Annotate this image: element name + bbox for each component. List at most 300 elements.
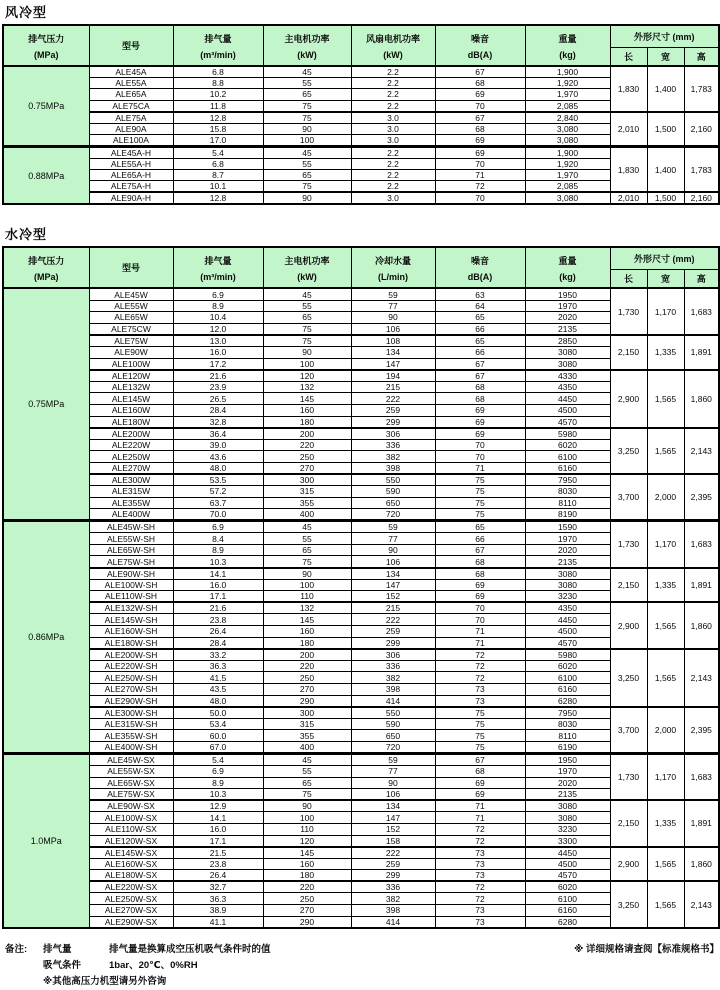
value-cell: 250	[263, 451, 351, 463]
value-cell: 336	[351, 660, 435, 672]
value-cell: 215	[351, 381, 435, 393]
value-cell: 53.5	[173, 474, 263, 486]
value-cell: 1950	[525, 288, 610, 300]
dim-h-cell: 2,143	[684, 649, 719, 707]
dim-w-cell: 1,335	[647, 568, 684, 603]
value-cell: 32.7	[173, 881, 263, 893]
model-cell: ALE200W	[89, 428, 173, 440]
value-cell: 160	[263, 626, 351, 638]
value-cell: 72	[435, 649, 525, 661]
value-cell: 180	[263, 416, 351, 428]
model-cell: ALE270W	[89, 462, 173, 474]
value-cell: 55	[263, 300, 351, 312]
value-cell: 3.0	[351, 112, 435, 124]
value-cell: 3080	[525, 800, 610, 812]
model-cell: ALE132W-SH	[89, 602, 173, 614]
value-cell: 71	[435, 637, 525, 649]
value-cell: 4500	[525, 404, 610, 416]
value-cell: 8110	[525, 730, 610, 742]
value-cell: 4570	[525, 637, 610, 649]
value-cell: 73	[435, 858, 525, 870]
model-cell: ALE110W-SX	[89, 823, 173, 835]
value-cell: 6.9	[173, 765, 263, 777]
value-cell: 72	[435, 181, 525, 193]
model-cell: ALE75W	[89, 335, 173, 347]
model-cell: ALE90A	[89, 123, 173, 134]
model-cell: ALE250W-SX	[89, 893, 173, 905]
model-cell: ALE180W	[89, 416, 173, 428]
value-cell: 355	[263, 497, 351, 509]
value-cell: 90	[263, 800, 351, 812]
model-cell: ALE65W-SX	[89, 777, 173, 789]
value-cell: 306	[351, 649, 435, 661]
value-cell: 8.4	[173, 533, 263, 545]
value-cell: 73	[435, 905, 525, 917]
model-cell: ALE55A-H	[89, 158, 173, 169]
value-cell: 23.8	[173, 614, 263, 626]
value-cell: 53.4	[173, 718, 263, 730]
value-cell: 90	[263, 346, 351, 358]
value-cell: 1590	[525, 521, 610, 533]
value-cell: 1,970	[525, 89, 610, 100]
value-cell: 75	[435, 741, 525, 753]
value-cell: 336	[351, 881, 435, 893]
value-cell: 45	[263, 521, 351, 533]
dim-w-cell: 1,170	[647, 288, 684, 334]
footnotes	[5, 942, 719, 990]
water-table-title: 水冷型	[5, 227, 48, 243]
model-cell: ALE45W-SH	[89, 521, 173, 533]
value-cell: 6280	[525, 916, 610, 928]
value-cell: 7950	[525, 707, 610, 719]
dim-h-cell: 1,891	[684, 800, 719, 846]
value-cell: 180	[263, 637, 351, 649]
model-cell: ALE180W-SH	[89, 637, 173, 649]
value-cell: 59	[351, 521, 435, 533]
value-cell: 720	[351, 741, 435, 753]
value-cell: 382	[351, 893, 435, 905]
value-cell: 70	[435, 100, 525, 112]
model-cell: ALE160W-SX	[89, 858, 173, 870]
value-cell: 306	[351, 428, 435, 440]
dim-l-cell: 3,700	[610, 474, 647, 521]
model-cell: ALE120W-SX	[89, 835, 173, 847]
dim-l-cell: 2,900	[610, 370, 647, 428]
value-cell: 4450	[525, 847, 610, 859]
value-cell: 72	[435, 823, 525, 835]
model-cell: ALE55W-SH	[89, 533, 173, 545]
model-cell: ALE145W-SX	[89, 847, 173, 859]
model-cell: ALE250W	[89, 451, 173, 463]
model-cell: ALE315W-SH	[89, 718, 173, 730]
model-cell: ALE270W-SX	[89, 905, 173, 917]
dim-w-cell: 1,400	[647, 146, 684, 192]
value-cell: 26.5	[173, 393, 263, 405]
dim-h-cell: 1,891	[684, 335, 719, 370]
note-term-flow: 排气量	[43, 943, 72, 955]
value-cell: 8.9	[173, 300, 263, 312]
value-cell: 68	[435, 765, 525, 777]
value-cell: 147	[351, 812, 435, 824]
value-cell: 3.0	[351, 123, 435, 134]
value-cell: 12.0	[173, 323, 263, 335]
col-header-main_power: 主电机功率 (kW)	[263, 25, 351, 66]
pressure-cell: 0.75MPa	[3, 66, 89, 146]
value-cell: 6190	[525, 741, 610, 753]
value-cell: 220	[263, 660, 351, 672]
value-cell: 8.9	[173, 544, 263, 556]
value-cell: 77	[351, 300, 435, 312]
value-cell: 4450	[525, 393, 610, 405]
value-cell: 36.4	[173, 428, 263, 440]
model-cell: ALE315W	[89, 486, 173, 498]
value-cell: 75	[263, 100, 351, 112]
value-cell: 67	[435, 544, 525, 556]
value-cell: 75	[435, 509, 525, 521]
value-cell: 90	[263, 192, 351, 204]
dim-l-cell: 3,250	[610, 649, 647, 707]
value-cell: 650	[351, 730, 435, 742]
model-cell: ALE100W-SH	[89, 579, 173, 591]
model-cell: ALE355W	[89, 497, 173, 509]
model-cell: ALE120W	[89, 370, 173, 382]
value-cell: 4350	[525, 381, 610, 393]
value-cell: 10.3	[173, 556, 263, 568]
spec-book-note: ※ 详细规格请查阅【标准规格书】	[574, 943, 719, 955]
value-cell: 160	[263, 858, 351, 870]
value-cell: 59	[351, 288, 435, 300]
notes-indent	[5, 974, 43, 990]
notes-indent	[5, 958, 43, 974]
dim-l-cell: 2,900	[610, 602, 647, 648]
value-cell: 65	[435, 521, 525, 533]
model-cell: ALE75A-H	[89, 181, 173, 193]
model-cell: ALE45A-H	[89, 146, 173, 158]
value-cell: 2.2	[351, 146, 435, 158]
value-cell: 250	[263, 893, 351, 905]
value-cell: 13.0	[173, 335, 263, 347]
value-cell: 70	[435, 158, 525, 169]
value-cell: 158	[351, 835, 435, 847]
value-cell: 17.1	[173, 591, 263, 603]
value-cell: 50.0	[173, 707, 263, 719]
value-cell: 15.8	[173, 123, 263, 134]
value-cell: 69	[435, 428, 525, 440]
model-cell: ALE45W	[89, 288, 173, 300]
value-cell: 8.8	[173, 78, 263, 89]
value-cell: 70	[435, 602, 525, 614]
value-cell: 55	[263, 765, 351, 777]
value-cell: 73	[435, 870, 525, 882]
dim-l-cell: 1,830	[610, 146, 647, 192]
value-cell: 48.0	[173, 695, 263, 707]
value-cell: 100	[263, 358, 351, 370]
value-cell: 69	[435, 777, 525, 789]
value-cell: 64	[435, 300, 525, 312]
value-cell: 75	[435, 474, 525, 486]
dim-h-cell: 1,683	[684, 521, 719, 568]
value-cell: 65	[263, 89, 351, 100]
value-cell: 160	[263, 404, 351, 416]
value-cell: 299	[351, 637, 435, 649]
model-cell: ALE100A	[89, 134, 173, 146]
model-cell: ALE145W	[89, 393, 173, 405]
dim-h-cell: 1,783	[684, 66, 719, 112]
pressure-cell: 0.75MPa	[3, 288, 89, 520]
value-cell: 299	[351, 870, 435, 882]
value-cell: 21.6	[173, 370, 263, 382]
value-cell: 67	[435, 358, 525, 370]
value-cell: 7950	[525, 474, 610, 486]
value-cell: 259	[351, 858, 435, 870]
value-cell: 1970	[525, 300, 610, 312]
value-cell: 147	[351, 358, 435, 370]
value-cell: 17.0	[173, 134, 263, 146]
value-cell: 3,080	[525, 134, 610, 146]
value-cell: 720	[351, 509, 435, 521]
dim-w-cell: 1,170	[647, 521, 684, 568]
value-cell: 67	[435, 112, 525, 124]
model-cell: ALE75W-SH	[89, 556, 173, 568]
value-cell: 120	[263, 835, 351, 847]
value-cell: 650	[351, 497, 435, 509]
value-cell: 45	[263, 146, 351, 158]
value-cell: 315	[263, 486, 351, 498]
value-cell: 70	[435, 192, 525, 204]
model-cell: ALE300W-SH	[89, 707, 173, 719]
model-cell: ALE65A-H	[89, 170, 173, 181]
value-cell: 398	[351, 905, 435, 917]
value-cell: 36.3	[173, 893, 263, 905]
value-cell: 194	[351, 370, 435, 382]
value-cell: 4500	[525, 626, 610, 638]
value-cell: 16.0	[173, 579, 263, 591]
note-term-intake: 吸气条件	[43, 959, 82, 971]
air-cooled-table	[2, 24, 720, 205]
value-cell: 65	[263, 777, 351, 789]
value-cell: 250	[263, 672, 351, 684]
value-cell: 5.4	[173, 753, 263, 765]
value-cell: 69	[435, 89, 525, 100]
value-cell: 8.9	[173, 777, 263, 789]
dim-h-cell: 1,683	[684, 753, 719, 800]
dim-w-cell: 1,565	[647, 847, 684, 882]
value-cell: 70	[435, 614, 525, 626]
value-cell: 8.7	[173, 170, 263, 181]
value-cell: 3,080	[525, 123, 610, 134]
value-cell: 75	[435, 707, 525, 719]
value-cell: 3.0	[351, 134, 435, 146]
value-cell: 41.1	[173, 916, 263, 928]
value-cell: 6.9	[173, 288, 263, 300]
value-cell: 8030	[525, 718, 610, 730]
col-header-dim-0: 长	[610, 48, 647, 67]
value-cell: 2,840	[525, 112, 610, 124]
value-cell: 75	[435, 497, 525, 509]
dim-l-cell: 2,150	[610, 800, 647, 846]
footnote-line-3	[5, 974, 719, 990]
value-cell: 4570	[525, 870, 610, 882]
dim-w-cell: 1,500	[647, 192, 684, 204]
value-cell: 41.5	[173, 672, 263, 684]
col-header-col5: 风扇电机功率 (kW)	[351, 25, 435, 66]
value-cell: 67	[435, 753, 525, 765]
col-header-weight: 重量 (kg)	[525, 247, 610, 288]
value-cell: 4350	[525, 602, 610, 614]
pressure-cell: 0.88MPa	[3, 146, 89, 204]
value-cell: 67.0	[173, 741, 263, 753]
dim-w-cell: 1,565	[647, 370, 684, 428]
col-header-dim-1: 宽	[647, 48, 684, 67]
model-cell: ALE90W-SH	[89, 568, 173, 580]
model-cell: ALE400W	[89, 509, 173, 521]
model-cell: ALE65A	[89, 89, 173, 100]
value-cell: 2.2	[351, 100, 435, 112]
notes-label: 备注:	[5, 943, 28, 955]
value-cell: 220	[263, 439, 351, 451]
dim-h-cell: 1,783	[684, 146, 719, 192]
value-cell: 45	[263, 288, 351, 300]
value-cell: 90	[263, 568, 351, 580]
value-cell: 590	[351, 486, 435, 498]
model-cell: ALE65W-SH	[89, 544, 173, 556]
value-cell: 75	[263, 112, 351, 124]
value-cell: 4330	[525, 370, 610, 382]
dim-h-cell: 1,683	[684, 288, 719, 334]
col-header-dim-2: 高	[684, 270, 719, 289]
note-desc-intake: 1bar、20℃、0%RH	[109, 959, 198, 971]
value-cell: 2.2	[351, 181, 435, 193]
col-header-model: 型号	[89, 247, 173, 288]
value-cell: 69	[435, 591, 525, 603]
model-cell: ALE250W-SH	[89, 672, 173, 684]
value-cell: 17.1	[173, 835, 263, 847]
value-cell: 68	[435, 123, 525, 134]
value-cell: 180	[263, 870, 351, 882]
dim-w-cell: 1,565	[647, 881, 684, 927]
value-cell: 55	[263, 78, 351, 89]
col-header-pressure: 排气压力 (MPa)	[3, 25, 89, 66]
value-cell: 3080	[525, 579, 610, 591]
model-cell: ALE145W-SH	[89, 614, 173, 626]
dim-w-cell: 1,565	[647, 649, 684, 707]
value-cell: 5.4	[173, 146, 263, 158]
value-cell: 3080	[525, 358, 610, 370]
value-cell: 355	[263, 730, 351, 742]
value-cell: 106	[351, 789, 435, 801]
model-cell: ALE90W	[89, 346, 173, 358]
value-cell: 398	[351, 462, 435, 474]
value-cell: 75	[263, 789, 351, 801]
dim-l-cell: 2,150	[610, 568, 647, 603]
value-cell: 147	[351, 579, 435, 591]
value-cell: 55	[263, 158, 351, 169]
value-cell: 73	[435, 916, 525, 928]
model-cell: ALE220W-SH	[89, 660, 173, 672]
value-cell: 5980	[525, 428, 610, 440]
value-cell: 270	[263, 462, 351, 474]
value-cell: 134	[351, 800, 435, 812]
value-cell: 2.2	[351, 170, 435, 181]
value-cell: 70	[435, 451, 525, 463]
value-cell: 63	[435, 288, 525, 300]
value-cell: 72	[435, 835, 525, 847]
dim-l-cell: 1,730	[610, 521, 647, 568]
model-cell: ALE75W-SX	[89, 789, 173, 801]
value-cell: 71	[435, 170, 525, 181]
value-cell: 2135	[525, 556, 610, 568]
dim-w-cell: 1,400	[647, 66, 684, 112]
value-cell: 90	[351, 312, 435, 324]
note-desc-flow: 排气量是换算成空压机吸气条件时的值	[109, 943, 271, 955]
value-cell: 67	[435, 370, 525, 382]
value-cell: 73	[435, 683, 525, 695]
model-cell: ALE45W-SX	[89, 753, 173, 765]
value-cell: 120	[263, 370, 351, 382]
col-header-flow: 排气量 (m³/min)	[173, 25, 263, 66]
col-header-col5: 冷却水量 (L/min)	[351, 247, 435, 288]
value-cell: 77	[351, 765, 435, 777]
value-cell: 69	[435, 789, 525, 801]
col-header-dim-2: 高	[684, 48, 719, 67]
value-cell: 23.8	[173, 858, 263, 870]
value-cell: 2.2	[351, 89, 435, 100]
model-cell: ALE270W-SH	[89, 683, 173, 695]
value-cell: 290	[263, 916, 351, 928]
col-header-main_power: 主电机功率 (kW)	[263, 247, 351, 288]
value-cell: 75	[263, 181, 351, 193]
value-cell: 28.4	[173, 404, 263, 416]
model-cell: ALE300W	[89, 474, 173, 486]
value-cell: 72	[435, 660, 525, 672]
model-cell: ALE290W-SH	[89, 695, 173, 707]
col-header-flow: 排气量 (m³/min)	[173, 247, 263, 288]
value-cell: 4500	[525, 858, 610, 870]
value-cell: 6280	[525, 695, 610, 707]
dim-l-cell: 1,830	[610, 66, 647, 112]
value-cell: 5980	[525, 649, 610, 661]
model-cell: ALE90A-H	[89, 192, 173, 204]
value-cell: 1970	[525, 765, 610, 777]
value-cell: 2135	[525, 323, 610, 335]
col-header-noise: 噪音 dB(A)	[435, 25, 525, 66]
dim-w-cell: 2,000	[647, 474, 684, 521]
value-cell: 65	[263, 312, 351, 324]
value-cell: 8110	[525, 497, 610, 509]
value-cell: 57.2	[173, 486, 263, 498]
value-cell: 132	[263, 602, 351, 614]
col-header-noise: 噪音 dB(A)	[435, 247, 525, 288]
col-header-pressure: 排气压力 (MPa)	[3, 247, 89, 288]
col-header-weight: 重量 (kg)	[525, 25, 610, 66]
value-cell: 290	[263, 695, 351, 707]
value-cell: 55	[263, 533, 351, 545]
value-cell: 200	[263, 649, 351, 661]
value-cell: 2020	[525, 312, 610, 324]
dim-h-cell: 1,860	[684, 602, 719, 648]
dim-h-cell: 1,860	[684, 370, 719, 428]
value-cell: 6100	[525, 451, 610, 463]
value-cell: 10.3	[173, 789, 263, 801]
water-cooled-table	[2, 246, 720, 928]
value-cell: 67	[435, 66, 525, 78]
model-cell: ALE160W-SH	[89, 626, 173, 638]
value-cell: 75	[435, 730, 525, 742]
value-cell: 2,085	[525, 181, 610, 193]
value-cell: 100	[263, 812, 351, 824]
value-cell: 68	[435, 78, 525, 89]
dim-h-cell: 2,160	[684, 192, 719, 204]
